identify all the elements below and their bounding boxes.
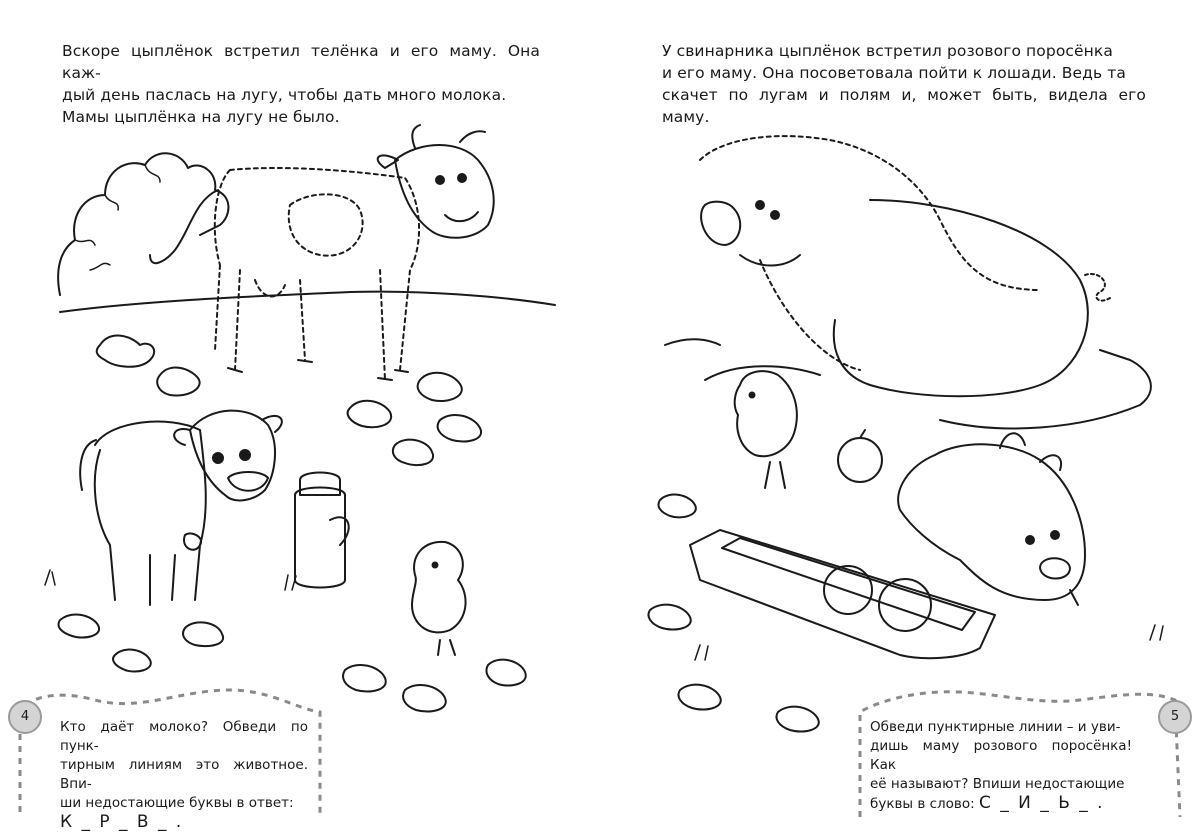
- page-number-badge: 4: [8, 700, 42, 734]
- story-line: дый день паслась на лугу, чтобы дать много молока.: [62, 86, 507, 104]
- task-line: тирным линиям это животное. Впи-: [60, 757, 308, 792]
- page-number-badge: 5: [1158, 700, 1192, 734]
- story-line: У свинарника цыплёнок встретил розового поросёнка: [662, 42, 1113, 60]
- task-line: Обведи пунктирные линии – и уви-: [870, 719, 1121, 735]
- answer-blank: С _ И _ Ь _ .: [979, 793, 1105, 813]
- answer-blank: К _ Р _ В _ .: [60, 812, 184, 832]
- left-story-text: [62, 40, 540, 128]
- story-line: Вскоре цыплёнок встретил телёнка и его маму. Она каж-: [62, 42, 540, 82]
- task-line: дишь маму розового поросёнка! Как: [870, 738, 1132, 773]
- right-page: [600, 0, 1200, 817]
- right-task-text: [870, 718, 1132, 814]
- task-line-with-answer: [870, 794, 1132, 814]
- task-line: её называют? Впиши недостающие: [870, 776, 1125, 792]
- story-line: и его маму. Она посоветовала пойти к лошади. Ведь та: [662, 64, 1126, 82]
- left-task-text: [60, 718, 308, 832]
- story-line: скачет по лугам и полям и, может быть, видела его маму.: [662, 86, 1146, 126]
- task-line: ши недостающие буквы в ответ:: [60, 795, 294, 811]
- task-line: Кто даёт молоко? Обведи по пунк-: [60, 719, 308, 754]
- story-line: Мамы цыплёнка на лугу не было.: [62, 108, 340, 126]
- right-story-text: [662, 40, 1146, 128]
- task-line: буквы в слово:: [870, 796, 975, 812]
